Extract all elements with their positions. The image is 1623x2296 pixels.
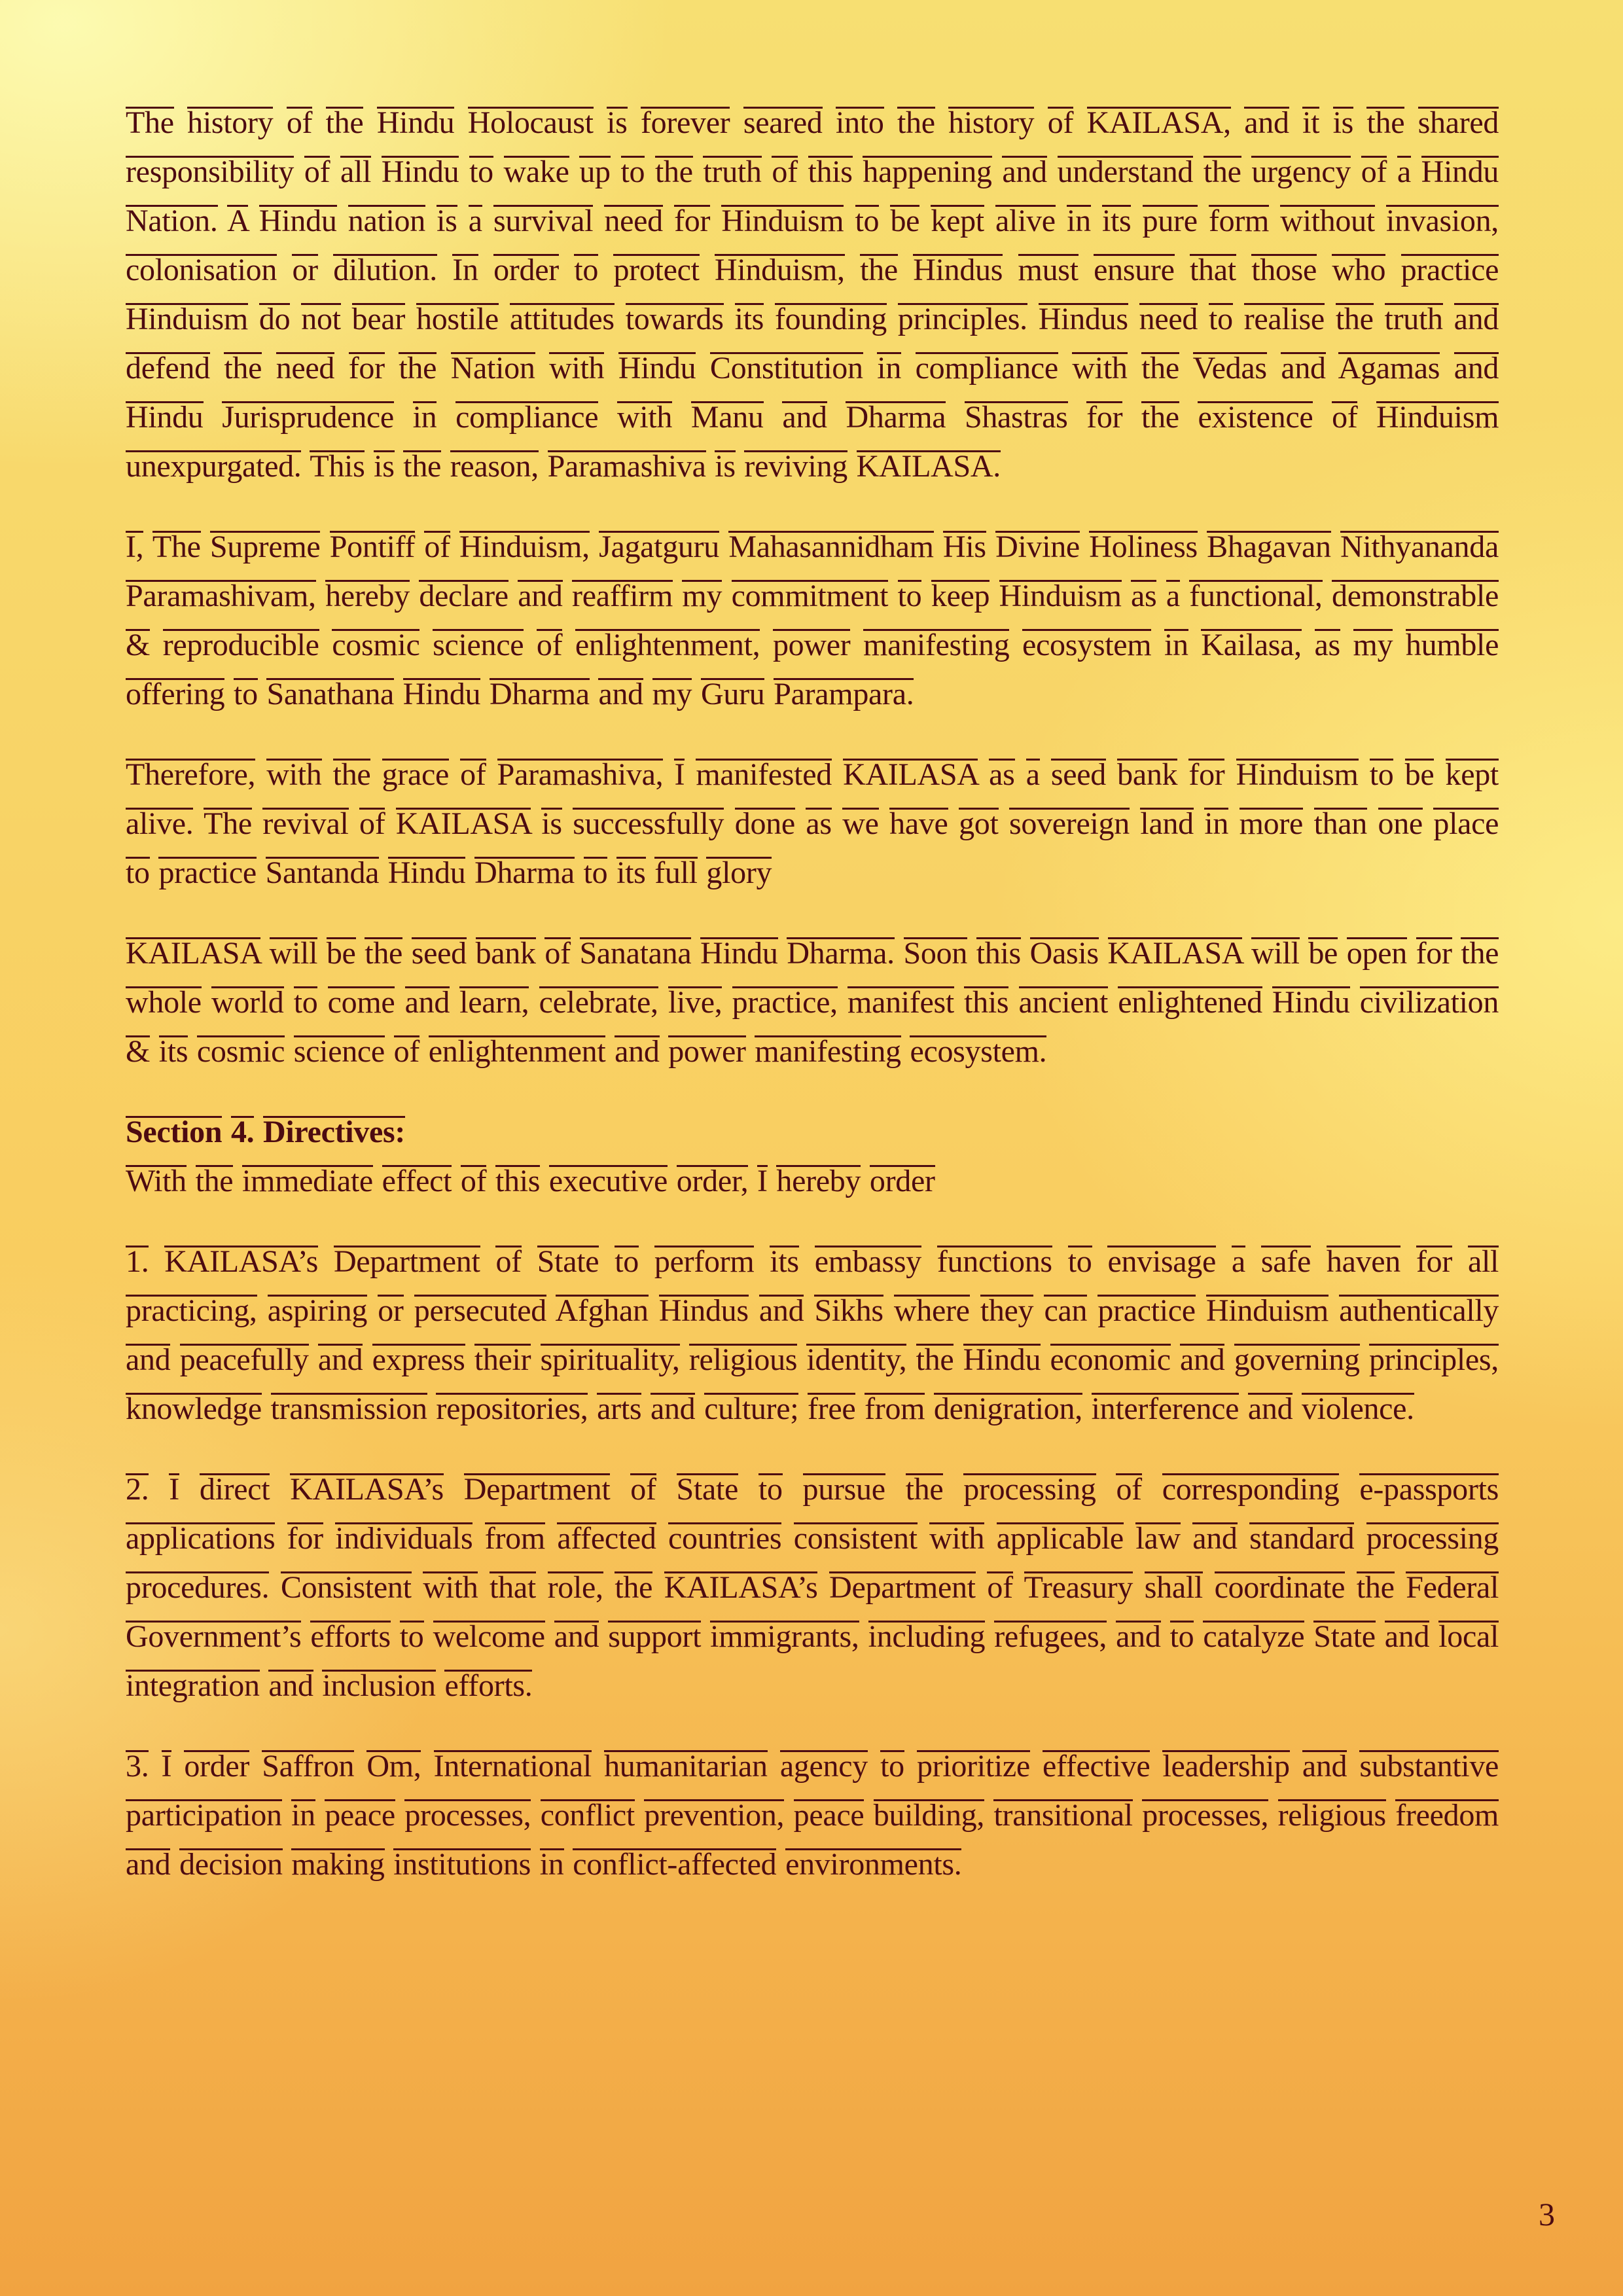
paragraph-history: The history of the Hindu Holocaust is forever seared into the history of KAILASA, and it is the shared responsibility of all Hindu to wake up to the truth of this happening and understand the urgency of a Hindu Nation. A Hindu nation is a survival need for Hinduism to be kept alive in its pure form without invasion, colonisation or dilution. In order to protect Hinduism, the Hindus must ensure that those who practice Hinduism do not bear hostile attitudes towards its founding principles. Hindus need to realise the truth and defend the need for the Nation with Hindu Constitution in compliance with the Vedas and Agamas and Hindu Jurisprudence in compliance with Manu and Dharma Shastras for the existence of Hinduism unexpurgated. This is the reason, Paramashiva is reviving KAILASA. — [126, 105, 1499, 484]
document-body — [126, 98, 1499, 1920]
directive-item-2: 2. I direct KAILASA’s Department of State to pursue the processing of corresponding e-passports applications for individuals from affected countries consistent with applicable law and standard processing procedures. Consistent with that role, the KAILASA’s Department of Treasury shall coordinate the Federal Government’s efforts to welcome and support immigrants, including refugees, and to catalyze State and local integration and inclusion efforts. — [126, 1472, 1499, 1703]
section-heading: Section 4. Directives: — [126, 1115, 406, 1149]
directive-item-1: 1. KAILASA’s Department of State to perform its embassy functions to envisage a safe haven for all practicing, aspiring or persecuted Afghan Hindus and Sikhs where they can practice Hinduism authentically and peacefully and express their spirituality, religious identity, the Hindu economic and governing principles, knowledge transmission repositories, arts and culture; free from denigration, interference and violence. — [126, 1244, 1499, 1426]
page-number: 3 — [1539, 2196, 1555, 2233]
directive-item-3: 3. I order Saffron Om, International humanitarian agency to prioritize effective leadership and substantive participation in peace processes, conflict prevention, peace building, transitional processes, religious freedom and decision making institutions in conflict-affected environments. — [126, 1749, 1499, 1882]
directives-intro: With the immediate effect of this executive order, I hereby order — [126, 1164, 935, 1198]
paragraph-seed-bank: Therefore, with the grace of Paramashiva, I manifested KAILASA as a seed bank for Hinduism to be kept alive. The revival of KAILASA is successfully done as we have got sovereign land in more than one place to practice Santanda Hindu Dharma to its full glory — [126, 757, 1499, 890]
paragraph-declaration: I, The Supreme Pontiff of Hinduism, Jagatguru Mahasannidham His Divine Holiness Bhagavan Nithyananda Paramashivam, hereby declare and reaffirm my commitment to keep Hinduism as a functional, demonstrable & reproducible cosmic science of enlightenment, power manifesting ecosystem in Kailasa, as my humble offering to Sanathana Hindu Dharma and my Guru Parampara. — [126, 529, 1499, 711]
paragraph-kailasa-oasis: KAILASA will be the seed bank of Sanatana Hindu Dharma. Soon this Oasis KAILASA will be open for the whole world to come and learn, celebrate, live, practice, manifest this ancient enlightened Hindu civilization & its cosmic science of enlightenment and power manifesting ecosystem. — [126, 936, 1499, 1069]
